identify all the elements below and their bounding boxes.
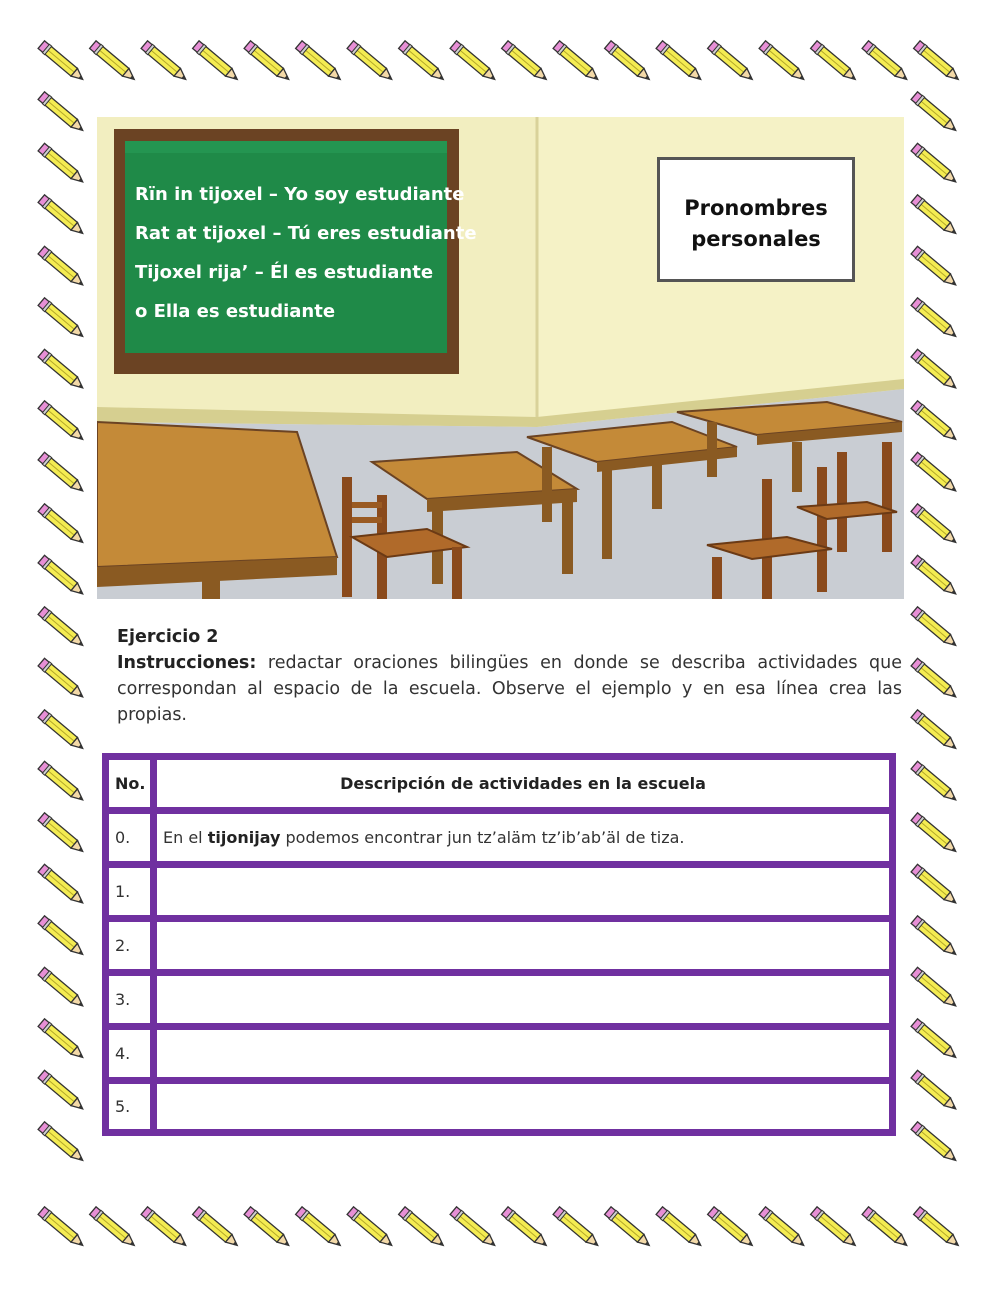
sign-title: Pronombres personales (684, 196, 828, 251)
pencil-icon (347, 40, 395, 83)
row-number: 4. (109, 1030, 150, 1077)
pencil-icon (911, 194, 959, 237)
pencil-icon (38, 40, 86, 83)
pencil-icon (911, 143, 959, 186)
pencil-icon (38, 967, 86, 1010)
pencil-icon (38, 143, 86, 186)
pencil-icon (38, 297, 86, 340)
pencil-icon (911, 658, 959, 701)
classroom-illustration (97, 117, 904, 599)
pencil-icon (450, 1206, 498, 1249)
row-number: 3. (109, 976, 150, 1023)
pencil-icon (141, 40, 189, 83)
pencil-icon (911, 1018, 959, 1061)
example-text-before: En el (163, 828, 208, 847)
header-number: No. (109, 760, 150, 807)
pencil-icon (38, 915, 86, 958)
pencil-icon (141, 1206, 189, 1249)
pencil-icon (707, 1206, 755, 1249)
answer-cell[interactable] (157, 922, 889, 969)
row-number: 0. (109, 814, 150, 861)
pencil-icon (38, 658, 86, 701)
pencil-icon (707, 40, 755, 83)
pencil-icon (38, 246, 86, 289)
pencil-icon (911, 761, 959, 804)
pencil-icon (398, 40, 446, 83)
pencil-icon (89, 1206, 137, 1249)
pencil-icon (911, 812, 959, 855)
exercise-section (117, 624, 902, 728)
pencil-icon (553, 40, 601, 83)
pencil-icon (192, 40, 240, 83)
row-number: 5. (109, 1084, 150, 1129)
example-row-text (157, 814, 889, 861)
pencil-icon (244, 1206, 292, 1249)
example-keyword: tijonijay (207, 828, 281, 847)
pencil-icon (913, 40, 961, 83)
pencil-icon (911, 606, 959, 649)
pencil-icon (295, 1206, 343, 1249)
header-description: Descripción de actividades en la escuela (157, 760, 889, 807)
pencil-icon (553, 1206, 601, 1249)
pencil-icon (38, 1018, 86, 1061)
pencil-icon (911, 1070, 959, 1113)
pencil-icon (759, 1206, 807, 1249)
pencil-icon (656, 1206, 704, 1249)
pencil-icon (38, 1070, 86, 1113)
answer-cell[interactable] (157, 868, 889, 915)
pencil-icon (192, 1206, 240, 1249)
pencil-icon (911, 246, 959, 289)
pencil-icon (38, 194, 86, 237)
exercise-title: Ejercicio 2 (117, 627, 219, 647)
pencil-icon (38, 812, 86, 855)
pencil-icon (347, 1206, 395, 1249)
pencil-icon (38, 761, 86, 804)
pencil-icon (911, 1121, 959, 1164)
blackboard-line: o Ella es estudiante (135, 301, 336, 322)
answer-cell[interactable] (157, 1084, 889, 1129)
pencil-icon (911, 400, 959, 443)
pencil-icon (38, 864, 86, 907)
pencil-icon (911, 297, 959, 340)
pencil-icon (911, 503, 959, 546)
pencil-icon (911, 452, 959, 495)
pencil-icon (810, 40, 858, 83)
pencil-icon (89, 40, 137, 83)
pencil-icon (501, 1206, 549, 1249)
pencil-icon (604, 1206, 652, 1249)
pencil-icon (450, 40, 498, 83)
pencil-icon (656, 40, 704, 83)
example-text-after: podemos encontrar jun tz’aläm tz’ib’ab’äl de tiza. (280, 828, 685, 847)
pencil-icon (38, 400, 86, 443)
pencil-icon (911, 555, 959, 598)
answer-cell[interactable] (157, 1030, 889, 1077)
pencil-icon (911, 709, 959, 752)
pencil-icon (759, 40, 807, 83)
pencil-icon (244, 40, 292, 83)
pencil-icon (911, 91, 959, 134)
pencil-icon (911, 915, 959, 958)
pencil-icon (911, 349, 959, 392)
pencil-icon (911, 864, 959, 907)
pencil-icon (911, 967, 959, 1010)
instructions-label: Instrucciones: (117, 653, 257, 673)
pencil-icon (398, 1206, 446, 1249)
pencil-icon (38, 1206, 86, 1249)
answer-cell[interactable] (157, 976, 889, 1023)
pencil-icon (38, 1121, 86, 1164)
pencil-icon (501, 40, 549, 83)
row-number: 1. (109, 868, 150, 915)
pencil-icon (38, 349, 86, 392)
instructions (117, 650, 902, 728)
pencil-icon (862, 40, 910, 83)
activities-table (102, 753, 896, 1136)
pencil-icon (810, 1206, 858, 1249)
pencil-icon (38, 606, 86, 649)
instructions-text: redactar oraciones bilingües en donde se describa actividades que correspondan al espacio de la escuela. Observe el ejemplo y en esa línea crea las propias. (117, 653, 902, 725)
blackboard-line: Rat at tijoxel – Tú eres estudiante (135, 223, 477, 244)
pencil-icon (604, 40, 652, 83)
blackboard-line: Tijoxel rija’ – Él es estudiante (135, 262, 434, 283)
pencil-icon (295, 40, 343, 83)
pencil-icon (38, 503, 86, 546)
pencil-icon (38, 91, 86, 134)
pencil-icon (862, 1206, 910, 1249)
pencil-icon (38, 709, 86, 752)
row-number: 2. (109, 922, 150, 969)
pencil-icon (38, 452, 86, 495)
pencil-icon (38, 555, 86, 598)
blackboard-line: Rïn in tijoxel – Yo soy estudiante (135, 184, 465, 205)
pencil-icon (913, 1206, 961, 1249)
